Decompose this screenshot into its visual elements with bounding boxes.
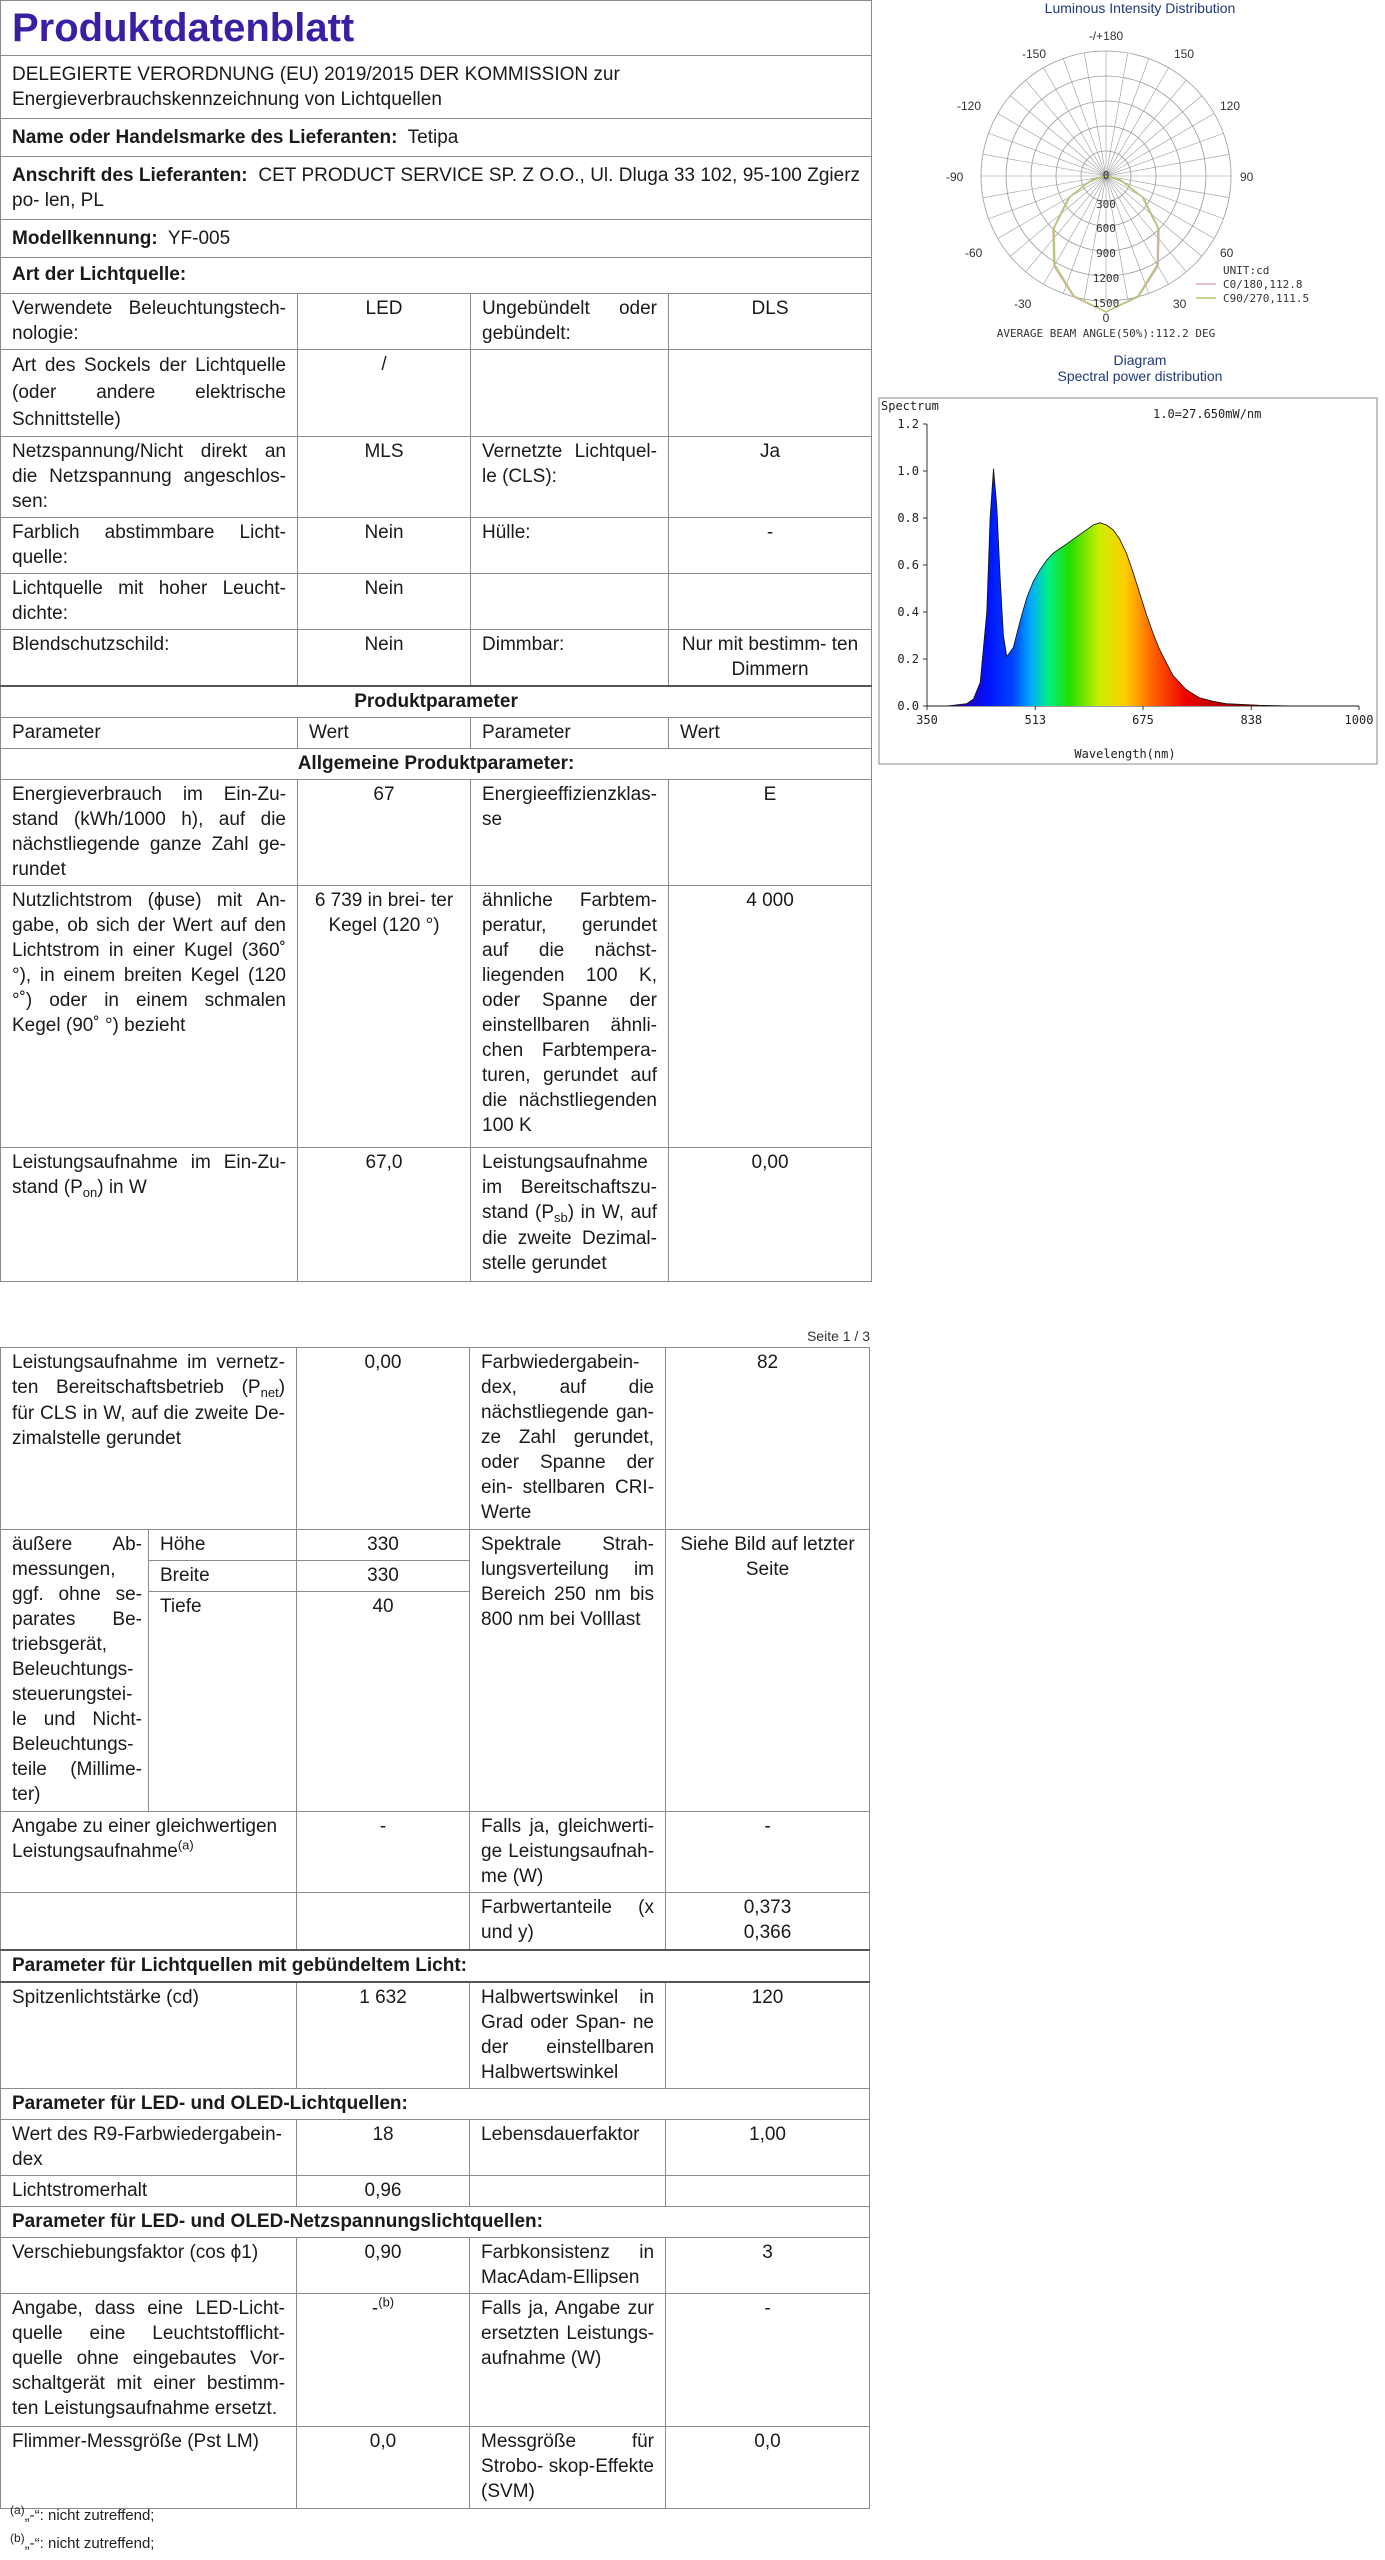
y-tick-label: 0.0 xyxy=(897,699,919,713)
row-value: 1 632 xyxy=(297,1982,470,2089)
text: „-“: nicht zutreffend; xyxy=(24,2507,155,2524)
row-value: 82 xyxy=(666,1348,870,1530)
superscript: (a) xyxy=(10,2503,25,2517)
row-value: - xyxy=(297,1812,470,1893)
y-tick-label: 1.0 xyxy=(897,464,919,478)
table-row xyxy=(1,1982,870,2089)
table-row xyxy=(1,1530,870,1561)
row-label: Höhe xyxy=(149,1530,297,1561)
angle-label-120: 120 xyxy=(1220,99,1241,113)
row-value: LED xyxy=(298,294,471,350)
row-label xyxy=(471,574,669,630)
y-tick-label: 0.4 xyxy=(897,605,919,619)
row-value: 67 xyxy=(298,780,471,886)
superscript: (b) xyxy=(378,2294,395,2310)
spectrum-title: Spectral power distribution xyxy=(1057,368,1223,384)
table-row xyxy=(1,1148,872,1282)
row-value: 0,0 xyxy=(666,2427,870,2509)
radial-label: 600 xyxy=(1096,222,1116,235)
row-value: 0,96 xyxy=(297,2176,470,2207)
row-label: Farbwertanteile (x und y) xyxy=(470,1893,666,1950)
supplier-row xyxy=(1,119,872,157)
x-tick-label: 350 xyxy=(916,713,938,727)
row-label: Vernetzte Lichtquel- le (CLS): xyxy=(471,437,669,518)
table-row xyxy=(1,630,872,687)
model-row xyxy=(1,220,872,258)
spectrum-scale: 1.0=27.650mW/nm xyxy=(1153,407,1262,421)
row-value: 4 000 xyxy=(669,886,872,1148)
row-label: Wert des R9-Farbwiedergabein- dex xyxy=(1,2120,297,2176)
table-row xyxy=(1,780,872,886)
beam-angle-text: AVERAGE BEAM ANGLE(50%):112.2 DEG xyxy=(996,327,1216,340)
table-row xyxy=(1,2427,870,2509)
radial-label: 300 xyxy=(1096,198,1116,211)
model-value: YF-005 xyxy=(167,228,231,249)
regulation-text: DELEGIERTE VERORDNUNG (EU) 2019/2015 DER KOMMISSION zur Energieverbrauchskennzeichnung von Lichtquellen xyxy=(1,56,872,119)
spectrum-chart xyxy=(877,396,1383,768)
radial-label: 1500 xyxy=(1092,297,1120,310)
angle-label-30: 30 xyxy=(1173,297,1187,311)
row-label: Spitzenlichtstärke (cd) xyxy=(1,1982,297,2089)
row-value: 330 xyxy=(297,1530,470,1561)
row-label: Nutzlichtstrom (ϕuse) mit An- gabe, ob sich der Wert auf den Lichtstrom in einer Kugel (360˚ °), in einem breiten Kegel (120 °˚) oder in einem schmalen Kegel (90˚ °) bezieht xyxy=(1,886,298,1148)
row-label: Farblich abstimmbare Licht- quelle: xyxy=(1,518,298,574)
radial-label: 1200 xyxy=(1092,272,1120,285)
col-header-value: Wert xyxy=(669,718,872,749)
row-label: Halbwertswinkel in Grad oder Span- ne der einstellbaren Halbwertswinkel xyxy=(470,1982,666,2089)
table-row xyxy=(1,1812,870,1893)
row-label: Falls ja, gleichwerti- ge Leistungsaufnah- me (W) xyxy=(470,1812,666,1893)
x-tick-label: 838 xyxy=(1240,713,1263,727)
angle-label-90: 90 xyxy=(1240,170,1254,184)
angle-label-m90: -90 xyxy=(946,170,964,184)
row-label: Verwendete Beleuchtungstech- nologie: xyxy=(1,294,298,350)
table-row xyxy=(1,2238,870,2294)
spectrum-diagram-title: Diagram xyxy=(1113,352,1167,368)
row-value: 18 xyxy=(297,2120,470,2176)
datasheet-table-page1 xyxy=(0,0,872,1282)
row-value xyxy=(669,350,872,437)
col-header-value: Wert xyxy=(298,718,471,749)
angle-label-60: 60 xyxy=(1220,246,1234,260)
angle-label-m60: -60 xyxy=(965,246,983,260)
row-label: Energieverbrauch im Ein-Zu- stand (kWh/1000 h), auf die nächstliegende ganze Zahl ge- rundet xyxy=(1,780,298,886)
table-row xyxy=(1,518,872,574)
row-value: Ja xyxy=(669,437,872,518)
subscript: net xyxy=(260,1385,279,1400)
angle-label-m30: -30 xyxy=(1014,297,1032,311)
row-label: Energieeffizienzklas- se xyxy=(471,780,669,886)
table-row xyxy=(1,2120,870,2176)
led-heading: Parameter für LED- und OLED-Lichtquellen: xyxy=(1,2089,870,2120)
polar-unit: UNIT:cd xyxy=(1223,264,1270,277)
product-params-heading: Produktparameter xyxy=(1,686,872,718)
x-tick-label: 513 xyxy=(1024,713,1047,727)
general-params-heading: Allgemeine Produktparameter: xyxy=(1,749,872,780)
superscript: (a) xyxy=(177,1837,194,1853)
row-label: Tiefe xyxy=(149,1592,297,1812)
row-label: Ungebündelt oder gebündelt: xyxy=(471,294,669,350)
empty-cell xyxy=(1,1893,297,1950)
row-label: Angabe, dass eine LED-Licht- quelle eine Leuchtstofflicht- quelle ohne eingebautes Vor- schaltgerät mit einer bestimm- ten Leistungsaufnahme ersetzt. xyxy=(1,2294,297,2427)
text: Leistungsaufnahme im Bereitschaftszu- stand (P xyxy=(482,1152,657,1223)
row-value: Nein xyxy=(298,518,471,574)
page-number: Seite 1 / 3 xyxy=(806,1328,870,1344)
text: - xyxy=(371,2298,379,2319)
row-label: Messgröße für Strobo- skop-Effekte (SVM) xyxy=(470,2427,666,2509)
row-label: Flimmer-Messgröße (Pst LM) xyxy=(1,2427,297,2509)
row-value: / xyxy=(298,350,471,437)
chroma-y: 0,366 xyxy=(743,1922,792,1943)
row-value: MLS xyxy=(298,437,471,518)
row-value: - xyxy=(669,518,872,574)
row-value: 40 xyxy=(297,1592,470,1812)
empty-cell xyxy=(666,2176,870,2207)
row-value: 0,00 xyxy=(297,1348,470,1530)
y-tick-label: 0.6 xyxy=(897,558,919,572)
row-value: 1,00 xyxy=(666,2120,870,2176)
row-label: Spektrale Strah- lungsverteilung im Bereich 250 nm bis 800 nm bei Volllast xyxy=(470,1530,666,1812)
row-label xyxy=(1,1348,297,1530)
supplier-value: Tetipa xyxy=(407,127,459,148)
row-label: Farbkonsistenz in MacAdam-Ellipsen xyxy=(470,2238,666,2294)
legend-c0: C0/180,112.8 xyxy=(1223,278,1303,291)
row-value xyxy=(297,2294,470,2427)
row-label: Art des Sockels der Lichtquelle (oder andere elektrische Schnittstelle) xyxy=(1,350,298,437)
row-label: Netzspannung/Nicht direkt an die Netzspannung angeschlos- sen: xyxy=(1,437,298,518)
y-tick-label: 0.2 xyxy=(897,652,919,666)
col-header-param: Parameter xyxy=(471,718,669,749)
row-value: - xyxy=(666,2294,870,2427)
row-label: Lichtstromerhalt xyxy=(1,2176,297,2207)
row-label: äußere Ab- messungen, ggf. ohne se- parates Be- triebsgerät, Beleuchtungs- steuerungstei- le und Nicht- Beleuchtungs- teile (Millime- ter) xyxy=(1,1530,149,1812)
table-row xyxy=(1,2176,870,2207)
table-row xyxy=(1,1348,870,1530)
subscript: sb xyxy=(554,1210,568,1225)
row-label: Verschiebungsfaktor (cos ϕ1) xyxy=(1,2238,297,2294)
footnote-b xyxy=(10,2531,155,2554)
spectrum-label: Spectrum xyxy=(881,399,939,413)
row-label xyxy=(1,1812,297,1893)
row-label: Falls ja, Angabe zur ersetzten Leistungs- aufnahme (W) xyxy=(470,2294,666,2427)
col-header-param: Parameter xyxy=(1,718,298,749)
angle-label-0: 0 xyxy=(1102,311,1110,325)
model-label: Modellkennung: xyxy=(12,228,158,249)
table-row xyxy=(1,574,872,630)
superscript: (b) xyxy=(10,2531,25,2545)
row-label xyxy=(471,350,669,437)
radial-label-0: 0 xyxy=(1102,169,1110,182)
row-label: Hülle: xyxy=(471,518,669,574)
row-value: Siehe Bild auf letzter Seite xyxy=(666,1530,870,1812)
row-value: 67,0 xyxy=(298,1148,471,1282)
row-value: 330 xyxy=(297,1561,470,1592)
row-label: Dimmbar: xyxy=(471,630,669,687)
text: ) für CLS in W, auf die zweite De- zimalstelle gerundet xyxy=(12,1377,286,1449)
row-label: Blendschutzschild: xyxy=(1,630,298,687)
text: ) in W, auf die zweite Dezimal- stelle gerundet xyxy=(482,1202,658,1274)
row-value: DLS xyxy=(669,294,872,350)
row-value: Nein xyxy=(298,630,471,687)
polar-chart xyxy=(940,16,1380,346)
empty-cell xyxy=(297,1893,470,1950)
text: ) in W xyxy=(97,1177,147,1198)
row-value: Nur mit bestimm- ten Dimmern xyxy=(669,630,872,687)
text: Leistungsaufnahme im Ein-Zu- stand (P xyxy=(12,1152,286,1198)
row-label: ähnliche Farbtem- peratur, gerundet auf die nächst- liegenden 100 K, oder Spanne der einstellbaren ähnli- chen Farbtempera- turen, gerundet auf die nächstliegenden 100 K xyxy=(471,886,669,1148)
row-value: 6 739 in brei- ter Kegel (120 °) xyxy=(298,886,471,1148)
row-value: 0,0 xyxy=(297,2427,470,2509)
address-value: CET PRODUCT SERVICE SP. Z O.O., Ul. Dluga 33 102, 95-100 Zgierz po- len, PL xyxy=(12,165,861,211)
row-value: Nein xyxy=(298,574,471,630)
table-row xyxy=(1,294,872,350)
table-row xyxy=(1,350,872,437)
type-heading: Art der Lichtquelle: xyxy=(1,258,872,294)
legend-c90: C90/270,111.5 xyxy=(1223,292,1310,305)
row-label: Breite xyxy=(149,1561,297,1592)
address-row xyxy=(1,157,872,220)
radial-label: 900 xyxy=(1096,247,1116,260)
row-value: E xyxy=(669,780,872,886)
angle-label-150: 150 xyxy=(1174,47,1195,61)
subscript: on xyxy=(82,1185,98,1200)
directional-heading: Parameter für Lichtquellen mit gebündeltem Licht: xyxy=(1,1950,870,1982)
datasheet-table-page2 xyxy=(0,1347,870,2509)
table-row xyxy=(1,2294,870,2427)
y-tick-label: 1.2 xyxy=(897,417,919,431)
row-label xyxy=(471,1148,669,1282)
text: „-“: nicht zutreffend; xyxy=(24,2535,155,2552)
row-label: Lebensdauerfaktor xyxy=(470,2120,666,2176)
table-row xyxy=(1,886,872,1148)
y-tick-label: 0.8 xyxy=(897,511,919,525)
polar-title: Luminous Intensity Distribution xyxy=(1044,0,1236,16)
row-value: 120 xyxy=(666,1982,870,2089)
row-label: Lichtquelle mit hoher Leucht- dichte: xyxy=(1,574,298,630)
row-label: Farbwiedergabein- dex, auf die nächstliegende gan- ze Zahl gerundet, oder Spanne der ein- stellbaren CRI-Werte xyxy=(470,1348,666,1530)
row-value: 0,00 xyxy=(669,1148,872,1282)
mls-heading: Parameter für LED- und OLED-Netzspannungslichtquellen: xyxy=(1,2207,870,2238)
row-value: - xyxy=(666,1812,870,1893)
x-tick-label: 1000 xyxy=(1344,713,1374,727)
page-title: Produktdatenblatt xyxy=(1,1,872,56)
table-row xyxy=(1,1893,870,1950)
text: Angabe zu einer gleichwertigen Leistungsaufnahme xyxy=(12,1816,278,1862)
angle-label-180: -/+180 xyxy=(1088,29,1124,43)
supplier-label: Name oder Handelsmarke des Lieferanten: xyxy=(12,127,398,148)
x-tick-label: 675 xyxy=(1132,713,1154,727)
empty-cell xyxy=(470,2176,666,2207)
text: Leistungsaufnahme im vernetz- ten Bereitschaftsbetrieb (P xyxy=(12,1352,286,1398)
chroma-x: 0,373 xyxy=(743,1897,792,1918)
angle-label-m150: -150 xyxy=(1022,47,1047,61)
row-label xyxy=(1,1148,298,1282)
spectrum-xlabel: Wavelength(nm) xyxy=(1074,747,1176,761)
address-label: Anschrift des Lieferanten: xyxy=(12,165,248,186)
row-value: 3 xyxy=(666,2238,870,2294)
row-value xyxy=(666,1893,870,1950)
row-value: 0,90 xyxy=(297,2238,470,2294)
row-value xyxy=(669,574,872,630)
table-row xyxy=(1,437,872,518)
footnote-a xyxy=(10,2503,155,2526)
angle-label-m120: -120 xyxy=(957,99,982,113)
